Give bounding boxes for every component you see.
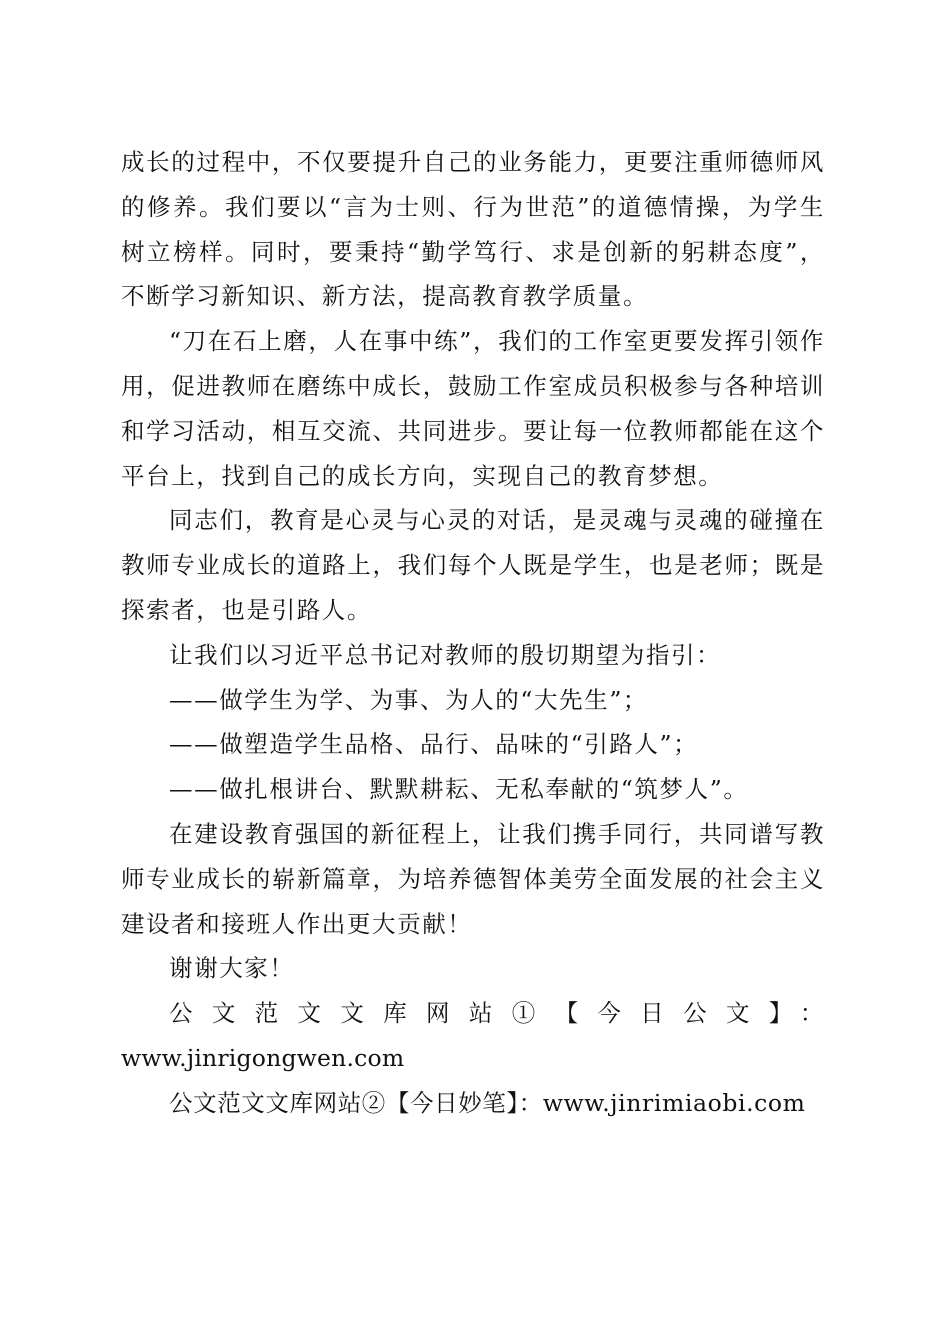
list-item-guide: ——做塑造学生品格、品行、品味的“引路人”； <box>169 730 699 759</box>
list-item-great-teacher: ——做学生为学、为事、为人的“大先生”； <box>169 685 649 714</box>
paragraph-knife-stone: “刀在石上磨，人在事中练”，我们的工作室更要发挥引领作用，促进教师在磨练中成长，鼓励工作室成员积极参与各种培训和学习活动，相互交流、共同进步。要让每一位教师都能在这个平台上，找到自己的成长方向，实现自己的教育梦想。 <box>121 327 825 490</box>
paragraph-thanks: 谢谢大家！ <box>169 954 295 983</box>
list-item-dream-builder: ——做扎根讲台、默默耕耘、无私奉献的“筑梦人”。 <box>169 775 749 804</box>
body-text <box>121 140 825 1126</box>
paragraph-comrades: 同志们，教育是心灵与心灵的对话，是灵魂与灵魂的碰撞在教师专业成长的道路上，我们每个人既是学生，也是老师；既是探索者，也是引路人。 <box>121 506 825 624</box>
paragraph-new-journey: 在建设教育强国的新征程上，让我们携手同行，共同谱写教师专业成长的崭新篇章，为培养德智体美劳全面发展的社会主义建设者和接班人作出更大贡献！ <box>121 819 825 938</box>
site-link-1-url[interactable]: www.jinrigongwen.com <box>121 1043 405 1072</box>
paragraph-continued: 成长的过程中，不仅要提升自己的业务能力，更要注重师德师风的修养。我们要以“言为士则、行为世范”的道德情操，为学生树立榜样。同时，要秉持“勤学笃行、求是创新的躬耕态度”，不断学习新知识、新方法，提高教育教学质量。 <box>121 148 825 311</box>
paragraph-guidance: 让我们以习近平总书记对教师的殷切期望为指引： <box>169 640 722 669</box>
site-link-2[interactable]: 公文范文文库网站②【今日妙笔】：www.jinrimiaobi.com <box>169 1088 806 1117</box>
site-link-1-label: 公文范文文库网站①【今日公文】： <box>169 999 825 1028</box>
